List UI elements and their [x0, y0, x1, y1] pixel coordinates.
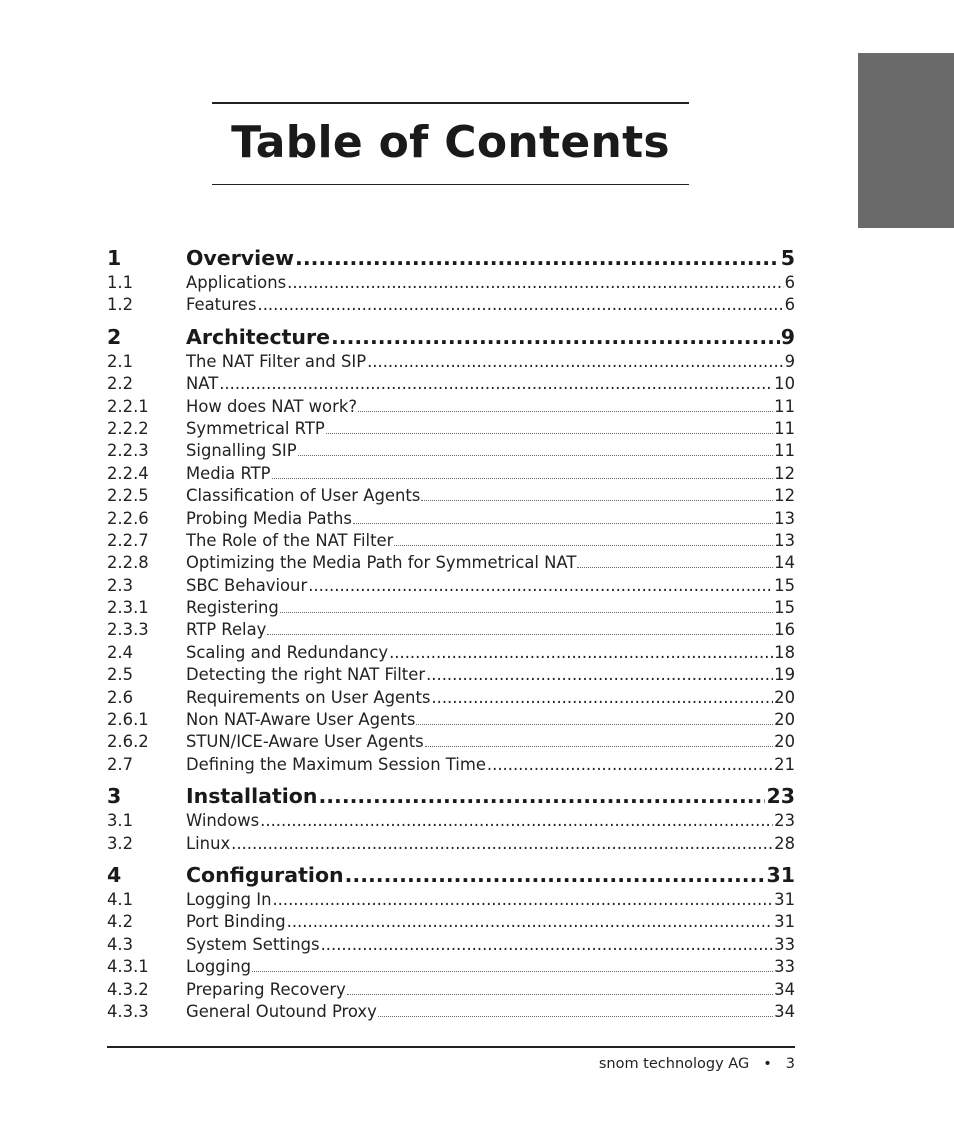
toc-dot-leader — [378, 1002, 773, 1024]
toc-dot-leader — [219, 374, 773, 393]
toc-entry-number: 2.6.1 — [107, 710, 149, 730]
toc-entry-title: How does NAT work? — [186, 396, 358, 416]
toc-dot-leader — [318, 784, 765, 808]
toc-entry-number: 4 — [107, 862, 122, 887]
toc-dot-leader — [308, 576, 773, 595]
toc-entry-sub[interactable] — [107, 419, 795, 441]
toc-entry-number: 1 — [107, 246, 122, 270]
toc-entry-page: 16 — [774, 620, 795, 640]
toc-entry-page: 14 — [774, 553, 795, 573]
toc-entry-page: 20 — [774, 732, 795, 752]
toc-entry-title: Architecture — [186, 324, 331, 349]
toc-entry-title: Optimizing the Media Path for Symmetrical NAT — [186, 553, 577, 573]
toc-dot-leader — [425, 732, 773, 754]
toc-entry-title: Windows — [186, 811, 260, 831]
toc-entry-page: 15 — [774, 575, 795, 595]
toc-entry-sub[interactable] — [107, 957, 795, 979]
toc-dot-leader — [353, 509, 773, 531]
toc-entry-sub[interactable] — [107, 441, 795, 463]
toc-entry-chapter[interactable] — [107, 246, 795, 273]
toc-dot-leader — [272, 464, 774, 486]
toc-entry-sub[interactable] — [107, 553, 795, 575]
toc-entry-sub[interactable] — [107, 710, 795, 732]
toc-entry-sub[interactable] — [107, 1002, 795, 1024]
toc-entry-number: 2.2.2 — [107, 418, 149, 438]
toc-entry-section[interactable] — [107, 912, 795, 934]
toc-entry-title: General Outound Proxy — [186, 1001, 377, 1021]
toc-entry-page: 11 — [774, 418, 795, 438]
toc-entry-title: Port Binding — [186, 912, 286, 932]
toc-entry-number: 2.3.3 — [107, 620, 149, 640]
footer-divider — [107, 1046, 795, 1048]
toc-entry-sub[interactable] — [107, 464, 795, 486]
toc-dot-leader — [389, 643, 773, 662]
toc-dot-leader — [431, 688, 773, 707]
toc-entry-title: Classification of User Agents — [186, 486, 421, 506]
toc-entry-page: 13 — [774, 530, 795, 550]
toc-entry-title: The Role of the NAT Filter — [186, 530, 394, 550]
toc-entry-section[interactable] — [107, 576, 795, 598]
toc-entry-sub[interactable] — [107, 620, 795, 642]
toc-entry-number: 2.2.4 — [107, 463, 149, 483]
toc-dot-leader — [295, 246, 780, 270]
toc-entry-page: 31 — [774, 912, 795, 932]
toc-entry-page: 5 — [780, 246, 795, 270]
toc-entry-number: 2.6 — [107, 687, 134, 707]
toc-dot-leader — [426, 665, 773, 684]
toc-dot-leader — [267, 620, 773, 642]
toc-entry-section[interactable] — [107, 665, 795, 687]
toc-entry-number: 2.4 — [107, 642, 134, 662]
toc-entry-number: 2.2.6 — [107, 508, 149, 528]
toc-entry-section[interactable] — [107, 374, 795, 396]
toc-entry-number: 4.2 — [107, 912, 134, 932]
toc-entry-title: STUN/ICE-Aware User Agents — [186, 732, 424, 752]
toc-dot-leader — [252, 957, 773, 979]
toc-entry-title: Linux — [186, 833, 231, 853]
toc-entry-number: 4.3.2 — [107, 979, 149, 999]
toc-entry-page: 19 — [774, 665, 795, 685]
toc-entry-number: 2.1 — [107, 351, 134, 371]
toc-entry-page: 34 — [774, 1001, 795, 1021]
toc-entry-page: 33 — [774, 934, 795, 954]
toc-entry-number: 2.6.2 — [107, 732, 149, 752]
toc-entry-title: SBC Behaviour — [186, 575, 308, 595]
toc-entry-page: 11 — [774, 441, 795, 461]
toc-entry-section[interactable] — [107, 688, 795, 710]
toc-entry-page: 23 — [766, 784, 795, 809]
toc-entry-number: 4.1 — [107, 889, 134, 909]
toc-entry-title: Applications — [186, 273, 287, 292]
toc-entry-page: 12 — [774, 463, 795, 483]
toc-entry-number: 2.2 — [107, 374, 134, 394]
toc-entry-number: 2.2.3 — [107, 441, 149, 461]
toc-dot-leader — [331, 325, 780, 349]
toc-entry-number: 2.2.8 — [107, 553, 149, 573]
toc-entry-title: Installation — [186, 784, 318, 809]
toc-entry-title: The NAT Filter and SIP — [186, 351, 367, 371]
toc-entry-section[interactable] — [107, 643, 795, 665]
toc-entry-page: 21 — [774, 754, 795, 774]
toc-entry-page: 18 — [774, 642, 795, 662]
toc-dot-leader — [287, 273, 783, 292]
toc-entry-page: 6 — [784, 295, 795, 315]
toc-entry-number: 2.2.5 — [107, 486, 149, 506]
toc-entry-title: Preparing Recovery — [186, 979, 346, 999]
toc-entry-sub[interactable] — [107, 397, 795, 419]
toc-dot-leader — [416, 710, 773, 732]
toc-entry-sub[interactable] — [107, 531, 795, 553]
toc-entry-number: 2.3 — [107, 575, 134, 595]
toc-entry-title: Non NAT-Aware User Agents — [186, 710, 416, 730]
toc-entry-title: Detecting the right NAT Filter — [186, 665, 426, 685]
chapter-tab-marker — [858, 53, 954, 228]
toc-dot-leader — [358, 397, 773, 419]
toc-entry-page: 23 — [774, 811, 795, 831]
toc-entry-title: Logging In — [186, 889, 272, 909]
toc-dot-leader — [280, 598, 773, 620]
toc-entry-number: 3.1 — [107, 811, 134, 831]
toc-entry-page: 31 — [774, 889, 795, 909]
page-footer — [599, 1056, 795, 1072]
toc-entry-page: 33 — [774, 957, 795, 977]
toc-dot-leader — [421, 486, 773, 508]
toc-entry-title: Registering — [186, 598, 279, 618]
toc-entry-number: 2.2.7 — [107, 530, 149, 550]
toc-entry-title: Requirements on User Agents — [186, 687, 431, 707]
toc-entry-title: Features — [186, 295, 257, 315]
toc-entry-page: 20 — [774, 710, 795, 730]
toc-entry-title: Logging — [186, 957, 252, 977]
toc-dot-leader — [231, 834, 773, 853]
toc-entry-chapter[interactable] — [107, 863, 795, 890]
toc-entry-title: Symmetrical RTP — [186, 418, 325, 438]
toc-entry-title: NAT — [186, 374, 219, 394]
toc-entry-number: 2.5 — [107, 665, 134, 685]
toc-dot-leader — [272, 890, 773, 909]
toc-entry-title: Signalling SIP — [186, 441, 297, 461]
footer-page-number: 3 — [785, 1056, 795, 1072]
toc-entry-number: 1.2 — [107, 295, 134, 315]
toc-entry-section[interactable] — [107, 273, 795, 295]
toc-entry-sub[interactable] — [107, 486, 795, 508]
toc-entry-sub[interactable] — [107, 509, 795, 531]
toc-entry-title: Overview — [186, 246, 295, 270]
toc-entry-page: 31 — [766, 862, 795, 887]
toc-entry-number: 4.3.1 — [107, 957, 149, 977]
toc-entry-section[interactable] — [107, 890, 795, 912]
toc-dot-leader — [347, 980, 773, 1002]
toc-dot-leader — [298, 441, 774, 463]
toc-entry-section[interactable] — [107, 834, 795, 856]
toc-dot-leader — [321, 935, 774, 954]
toc-entry-page: 28 — [774, 833, 795, 853]
toc-entry-page: 11 — [774, 396, 795, 416]
toc-entry-sub[interactable] — [107, 732, 795, 754]
toc-entry-number: 3 — [107, 784, 122, 809]
toc-entry-chapter[interactable] — [107, 784, 795, 811]
toc-entry-page: 6 — [784, 273, 795, 292]
toc-dot-leader — [394, 531, 773, 553]
toc-entry-section[interactable] — [107, 755, 795, 777]
toc-entry-number: 3.2 — [107, 833, 134, 853]
toc-entry-page: 12 — [774, 486, 795, 506]
toc-entry-number: 2.7 — [107, 754, 134, 774]
toc-entry-number: 2.2.1 — [107, 396, 149, 416]
toc-entry-page: 9 — [780, 324, 795, 349]
title-block — [212, 102, 689, 185]
toc-dot-leader — [367, 352, 783, 371]
toc-dot-leader — [345, 863, 766, 887]
toc-entry-title: Defining the Maximum Session Time — [186, 754, 486, 774]
toc-entry-section[interactable] — [107, 935, 795, 957]
toc-dot-leader — [326, 419, 773, 441]
toc-entry-number: 2.3.1 — [107, 598, 149, 618]
toc-entry-page: 9 — [784, 351, 795, 371]
toc-entry-number: 4.3.3 — [107, 1001, 149, 1021]
toc-entry-title: Probing Media Paths — [186, 508, 352, 528]
toc-entry-page: 13 — [774, 508, 795, 528]
toc-dot-leader — [257, 295, 783, 314]
toc-entry-page: 15 — [774, 598, 795, 618]
toc-entry-page: 34 — [774, 979, 795, 999]
footer-separator: • — [763, 1056, 772, 1072]
toc-entry-title: RTP Relay — [186, 620, 267, 640]
toc-entry-sub[interactable] — [107, 598, 795, 620]
toc-entry-number: 4.3 — [107, 934, 134, 954]
toc-dot-leader — [260, 811, 773, 830]
toc-entry-number: 2 — [107, 324, 122, 349]
toc-dot-leader — [577, 553, 773, 575]
toc-entry-title: Configuration — [186, 862, 344, 887]
toc-entry-title: Scaling and Redundancy — [186, 642, 389, 662]
toc-entry-number: 1.1 — [107, 273, 134, 292]
toc-entry-section[interactable] — [107, 295, 795, 317]
toc-dot-leader — [487, 755, 773, 774]
toc-entry-section[interactable] — [107, 811, 795, 833]
toc-entry-section[interactable] — [107, 352, 795, 374]
footer-company: snom technology AG — [598, 1056, 750, 1072]
toc-entry-page: 10 — [774, 374, 795, 394]
toc-entry-title: Media RTP — [186, 463, 271, 483]
toc-entry-chapter[interactable] — [107, 325, 795, 352]
table-of-contents — [107, 246, 795, 1024]
page-title: Table of Contents — [231, 117, 670, 168]
toc-dot-leader — [287, 912, 774, 931]
toc-entry-sub[interactable] — [107, 980, 795, 1002]
toc-entry-page: 20 — [774, 687, 795, 707]
toc-entry-title: System Settings — [186, 934, 320, 954]
